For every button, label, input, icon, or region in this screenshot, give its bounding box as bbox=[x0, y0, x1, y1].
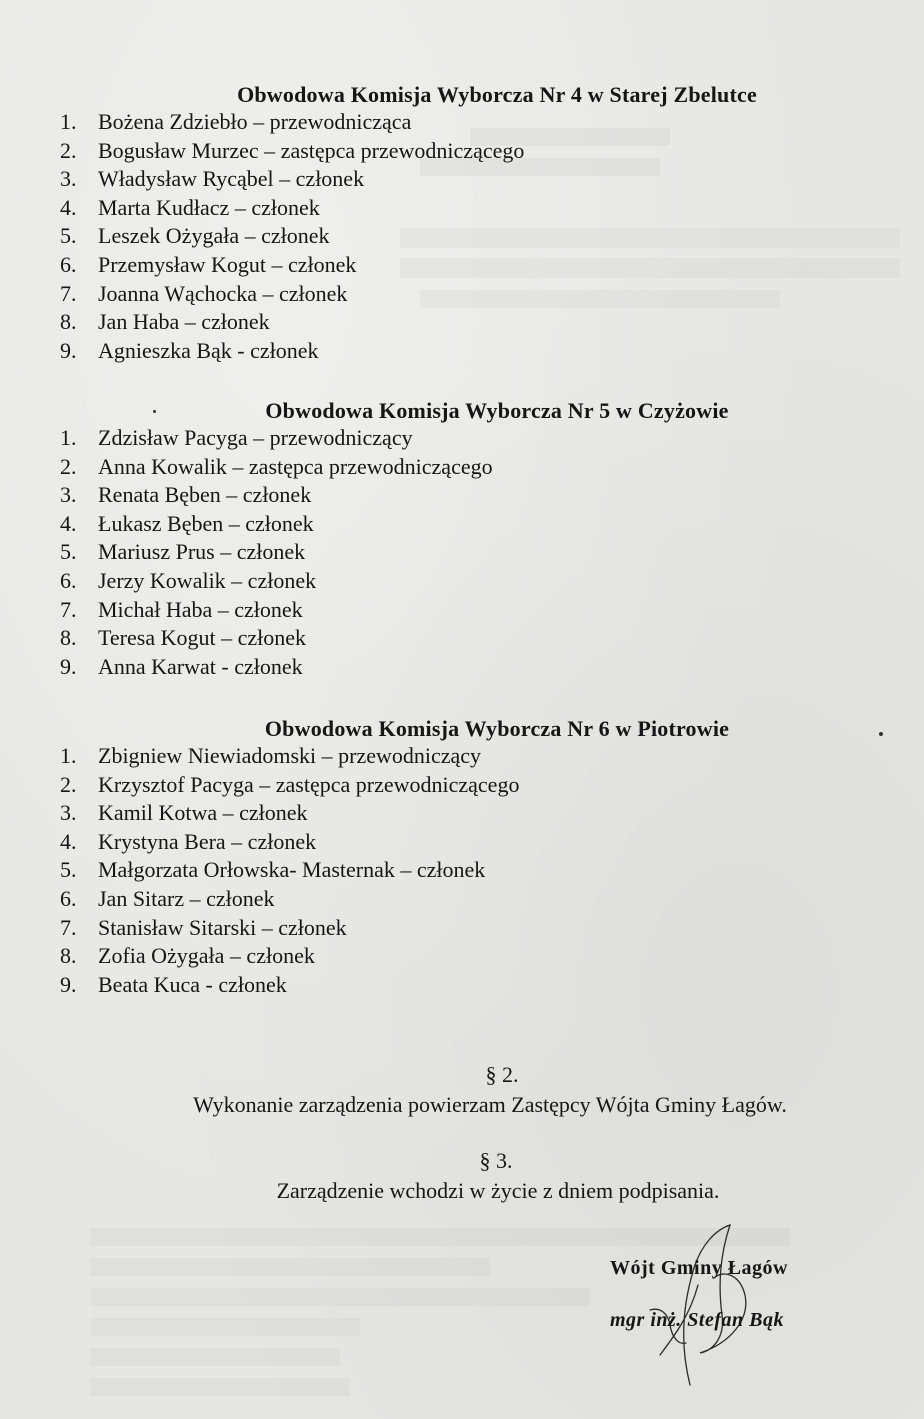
paragraph-2-heading: § 2. bbox=[485, 1062, 519, 1087]
scan-speck bbox=[879, 732, 883, 736]
list-item: 5. Leszek Ożygała – członek bbox=[60, 223, 330, 249]
list-item: 2. Bogusław Murzec – zastępca przewodniczącego bbox=[60, 137, 525, 163]
paragraph-2-text: Wykonanie zarządzenia powierzam Zastępcy Wójta Gminy Łagów. bbox=[193, 1092, 787, 1117]
list-item: 9. Agnieszka Bąk - członek bbox=[60, 337, 319, 363]
list-item: 6. Jerzy Kowalik – członek bbox=[60, 567, 317, 593]
list-item: 4. Łukasz Bęben – członek bbox=[60, 510, 314, 536]
bleed-through-mark bbox=[90, 1378, 350, 1396]
list-item: 4. Krystyna Bera – członek bbox=[60, 828, 317, 854]
list-item: 2. Krzysztof Pacyga – zastępca przewodniczącego bbox=[60, 771, 520, 797]
list-item: 6. Jan Sitarz – członek bbox=[60, 885, 275, 911]
list-item: 6. Przemysław Kogut – członek bbox=[60, 251, 357, 277]
list-item: 5. Mariusz Prus – członek bbox=[60, 539, 306, 565]
list-item: 1. Zdzisław Pacyga – przewodniczący bbox=[60, 425, 413, 450]
list-item: 8. Teresa Kogut – członek bbox=[60, 625, 306, 651]
paragraph-3-text: Zarządzenie wchodzi w życie z dniem podpisania. bbox=[276, 1178, 720, 1203]
list-item: 1. Zbigniew Niewiadomski – przewodniczący bbox=[60, 743, 482, 768]
list-item: 9. Beata Kuca - członek bbox=[60, 971, 287, 997]
paragraph-3-heading: § 3. bbox=[479, 1148, 513, 1173]
list-item: 8. Zofia Ożygała – członek bbox=[60, 943, 315, 969]
list-item: 2. Anna Kowalik – zastępca przewodniczącego bbox=[60, 453, 493, 479]
list-item: 3. Renata Bęben – członek bbox=[60, 482, 312, 508]
list-item: 3. Kamil Kotwa – członek bbox=[60, 800, 308, 826]
member-list-nr5 bbox=[60, 424, 493, 681]
list-item: 7. Michał Haba – członek bbox=[60, 596, 303, 622]
scan-speck bbox=[153, 410, 156, 413]
list-item: 3. Władysław Rycąbel – członek bbox=[60, 166, 365, 192]
list-item: 7. Joanna Wąchocka – członek bbox=[60, 280, 348, 306]
signature-title: Wójt Gminy Łagów bbox=[610, 1257, 788, 1279]
section-title-nr5: Obwodowa Komisja Wyborcza Nr 5 w Czyżowie bbox=[265, 398, 729, 423]
list-item: 9. Anna Karwat - członek bbox=[60, 653, 303, 679]
bleed-through-mark bbox=[90, 1348, 340, 1366]
list-item: 7. Stanisław Sitarski – członek bbox=[60, 914, 347, 940]
member-list-nr6 bbox=[60, 742, 519, 999]
section-title-nr6: Obwodowa Komisja Wyborcza Nr 6 w Piotrowie bbox=[264, 716, 730, 741]
bleed-through-mark bbox=[90, 1288, 590, 1306]
member-list-nr4 bbox=[60, 108, 524, 365]
list-item: 1. Bożena Zdziebło – przewodnicząca bbox=[60, 109, 412, 134]
list-item: 8. Jan Haba – członek bbox=[60, 309, 270, 335]
signature-name: mgr inż. Stefan Bąk bbox=[610, 1309, 784, 1331]
section-title-nr4: Obwodowa Komisja Wyborcza Nr 4 w Starej Zbelutce bbox=[237, 82, 757, 107]
list-item: 4. Marta Kudłacz – członek bbox=[60, 194, 320, 220]
signature-block bbox=[600, 1255, 840, 1385]
list-item: 5. Małgorzata Orłowska- Masternak – członek bbox=[60, 857, 486, 883]
bleed-through-mark bbox=[90, 1318, 360, 1336]
bleed-through-mark bbox=[90, 1258, 490, 1276]
